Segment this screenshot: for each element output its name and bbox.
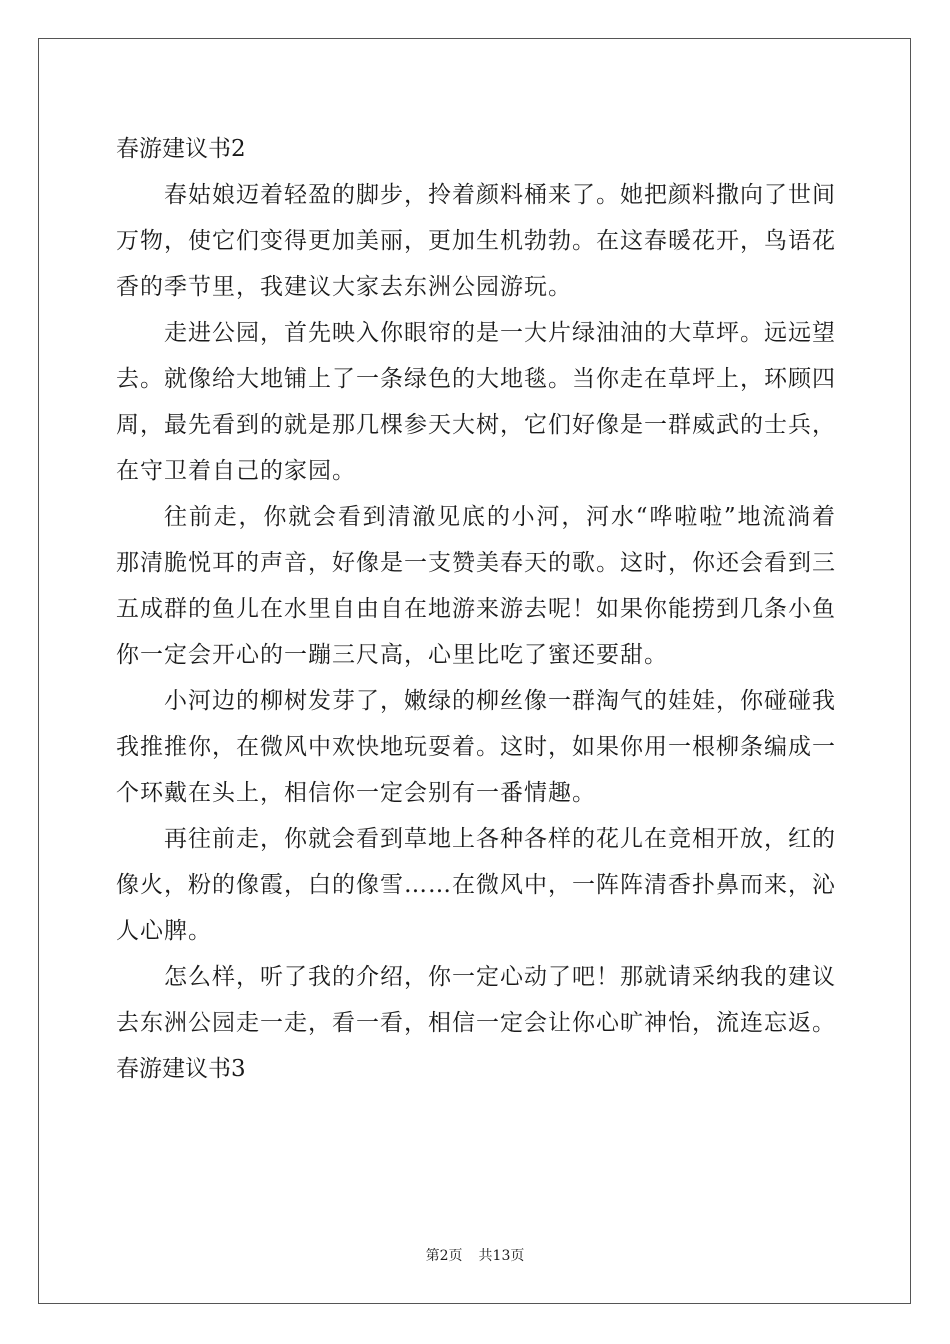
text-line: 人心脾。 [116,918,212,944]
text-line: 个环戴在头上，相信你一定会别有一番情趣。 [116,780,596,806]
text-line: 春姑娘迈着轻盈的脚步，拎着颜料桶来了。她把颜料撒向了世间 [164,182,836,208]
text-line: 你一定会开心的一蹦三尺高，心里比吃了蜜还要甜。 [116,642,668,668]
page-number: 第2页 [425,1248,463,1264]
text-line: 万物，使它们变得更加美丽，更加生机勃勃。在这春暖花开，鸟语花 [116,228,836,254]
text-line: 往前走，你就会看到清澈见底的小河，河水“哗啦啦”地流淌着 [164,504,836,530]
paragraph [116,678,836,816]
text-line: 香的季节里，我建议大家去东洲公园游玩。 [116,274,572,300]
text-line: 走进公园，首先映入你眼帘的是一大片绿油油的大草坪。远远望 [164,320,836,346]
paragraph [116,494,836,678]
text-line: 五成群的鱼儿在水里自由自在地游来游去呢！如果你能捞到几条小鱼 [116,596,836,622]
text-line: 周，最先看到的就是那几棵参天大树，它们好像是一群威武的士兵， [116,412,836,438]
page-total: 共13页 [478,1248,525,1264]
paragraph [116,172,836,310]
text-line: 小河边的柳树发芽了，嫩绿的柳丝像一群淘气的娃娃，你碰碰我 [164,688,836,714]
text-line: 再往前走，你就会看到草地上各种各样的花儿在竞相开放，红的 [164,826,836,852]
text-line: 那清脆悦耳的声音，好像是一支赞美春天的歌。这时，你还会看到三 [116,550,836,576]
page-footer [0,1246,950,1266]
section-heading: 春游建议书3 [116,1056,246,1082]
text-line: 去。就像给大地铺上了一条绿色的大地毯。当你走在草坪上，环顾四 [116,366,836,392]
paragraph [116,954,836,1046]
paragraph [116,310,836,494]
document-body [116,126,836,1092]
text-line: 在守卫着自己的家园。 [116,458,356,484]
text-line: 像火，粉的像霞，白的像雪……在微风中，一阵阵清香扑鼻而来，沁 [116,872,836,898]
text-line: 怎么样，听了我的介绍，你一定心动了吧！那就请采纳我的建议 [164,964,836,990]
paragraph [116,816,836,954]
text-line: 我推推你，在微风中欢快地玩耍着。这时，如果你用一根柳条编成一 [116,734,836,760]
text-line: 去东洲公园走一走，看一看，相信一定会让你心旷神怡，流连忘返。 [116,1010,836,1036]
section-heading: 春游建议书2 [116,136,246,162]
